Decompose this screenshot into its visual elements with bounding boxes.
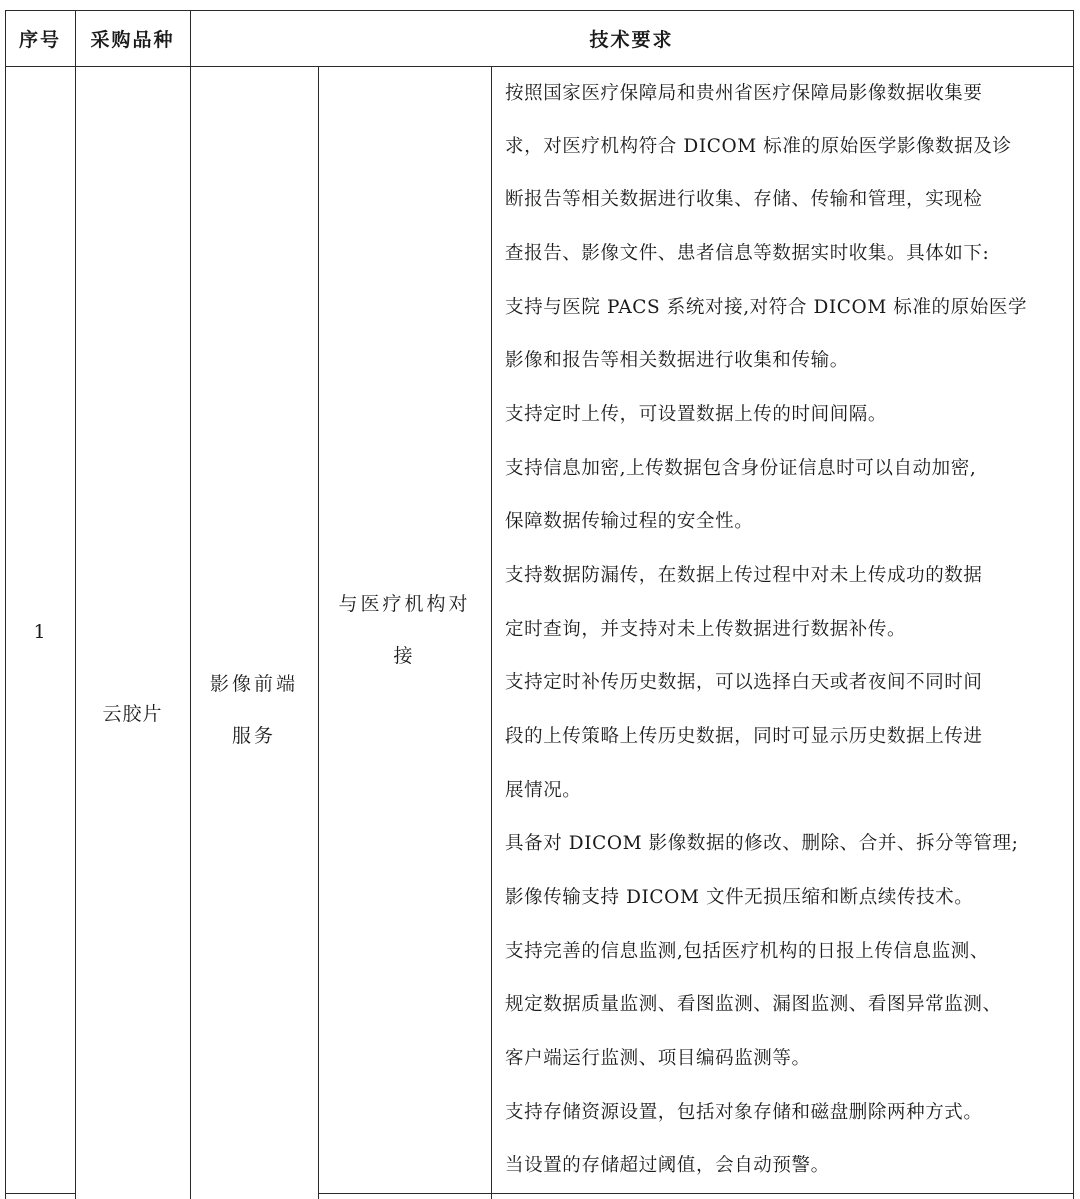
requirement-line: 规定数据质量监测、看图监测、漏图监测、看图异常监测、 <box>505 994 1002 1015</box>
row-service-line-2: 服务 <box>231 725 276 747</box>
requirement-line: 按照国家医疗保障局和贵州省医疗保障局影像数据收集要 <box>505 83 983 104</box>
requirement-line: 影像和报告等相关数据进行收集和传输。 <box>505 350 849 371</box>
header-item: 采购品种 <box>90 28 175 51</box>
requirement-line: 断报告等相关数据进行收集、存储、传输和管理，实现检 <box>505 189 983 210</box>
row-service <box>190 658 318 762</box>
col-divider-index <box>75 10 76 1199</box>
requirement-line: 求，对医疗机构符合 DICOM 标准的原始医学影像数据及诊 <box>505 136 1012 157</box>
requirement-line: 具备对 DICOM 影像数据的修改、删除、合并、拆分等管理; <box>505 833 1019 854</box>
requirement-line: 支持定时上传，可设置数据上传的时间间隔。 <box>505 404 888 425</box>
requirement-line: 客户端运行监测、项目编码监测等。 <box>505 1048 811 1069</box>
row-subitem <box>318 578 491 682</box>
requirement-line: 保障数据传输过程的安全性。 <box>505 511 754 532</box>
requirement-line: 支持完善的信息监测,包括医疗机构的日报上传信息监测、 <box>505 941 989 962</box>
table-left-border <box>5 10 6 1199</box>
requirement-line: 定时查询，并支持对未上传数据进行数据补传。 <box>505 619 907 640</box>
requirement-line: 支持定时补传历史数据，可以选择白天或者夜间不同时间 <box>505 672 983 693</box>
row-subitem-line-1: 与医疗机构对 <box>338 593 471 615</box>
next-row-border-right <box>318 1193 1074 1194</box>
requirement-line: 段的上传策略上传历史数据，同时可显示历史数据上传进 <box>505 726 983 747</box>
header-requirements: 技术要求 <box>589 28 674 51</box>
requirement-line: 支持与医院 PACS 系统对接,对符合 DICOM 标准的原始医学 <box>505 297 1028 318</box>
requirement-line: 展情况。 <box>505 780 582 801</box>
next-row-border <box>5 1193 75 1194</box>
col-divider-subitem <box>491 66 492 1199</box>
requirement-line: 支持信息加密,上传数据包含身份证信息时可以自动加密, <box>505 458 977 479</box>
row-subitem-line-2: 接 <box>393 645 416 667</box>
table-right-border <box>1073 10 1074 1199</box>
row-service-line-1: 影像前端 <box>209 673 298 695</box>
row-index: 1 <box>33 621 47 643</box>
requirement-line: 当设置的存储超过阈值，会自动预警。 <box>505 1155 830 1176</box>
requirement-line: 支持存储资源设置，包括对象存储和磁盘删除两种方式。 <box>505 1102 983 1123</box>
requirement-line: 查报告、影像文件、患者信息等数据实时收集。具体如下: <box>505 243 990 264</box>
row-item: 云胶片 <box>102 702 163 725</box>
col-divider-item <box>190 10 191 1199</box>
requirement-line: 影像传输支持 DICOM 文件无损压缩和断点续传技术。 <box>505 887 974 908</box>
requirement-line: 支持数据防漏传，在数据上传过程中对未上传成功的数据 <box>505 565 983 586</box>
header-index: 序号 <box>18 28 61 51</box>
